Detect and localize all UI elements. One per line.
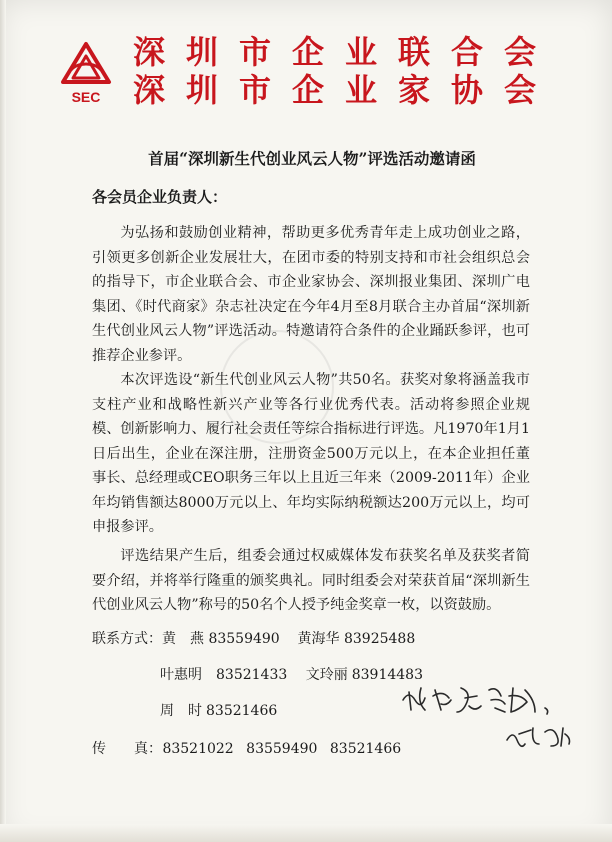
contact-block: [92, 628, 415, 648]
org-name-line-2: 深圳市企业家协会: [133, 71, 558, 109]
handwritten-note: [395, 678, 575, 758]
contact-name: 周 时: [160, 703, 202, 719]
contact-phone: 83914483: [351, 667, 423, 683]
greeting: 各会员企业负责人：: [92, 188, 228, 206]
fax-number: 83559490: [246, 741, 318, 757]
paragraph-criteria: 本次评选设“新生代创业风云人物”共50名。获奖对象将涵盖我市支柱产业和战略性新兴产业等各行业优秀代表。活动将参照企业规模、创新影响力、履行社会责任等综合指标进行评选。凡1970年1月1日后出生，企业在深注册，注册资金500万元以上，在本企业担任董事长、总经理或CEO职务三年以上且近三年来（2009-2011年）企业年均销售额达8000万元以上、年均实际纳税额达200万元以上，均可申报参评。: [92, 372, 530, 535]
contact-phone: 83559490: [208, 631, 280, 647]
contact-name: 黄 燕: [162, 631, 204, 647]
association-logo: [57, 40, 115, 106]
contact-label: 联系方式：: [92, 631, 162, 647]
paragraph-awards: 评选结果产生后，组委会通过权威媒体发布获奖名单及获奖者简要介绍，并将举行隆重的颁奖典礼。同时组委会对荣获首届“深圳新生代创业风云人物”称号的50名个人授予纯金奖章一枚，以资鼓励。: [92, 548, 530, 613]
contact-phone: 83521466: [206, 703, 278, 719]
paragraph-intro: 为弘扬和鼓励创业精神，帮助更多优秀青年走上成功创业之路，引领更多创新企业发展壮大，在团市委的特别支持和市社会组织总会的指导下，市企业联合会、市企业家协会、深圳报业集团、深圳广电集团、《时代商家》杂志社决定在今年4月至8月联合主办首届“深圳新生代创业风云人物”评选活动。特邀请符合条件的企业踊跃参评，也可推荐企业参评。: [92, 225, 530, 364]
contact-name: 黄海华: [297, 631, 340, 647]
scan-edge: [0, 0, 6, 842]
contact-phone: 83521433: [216, 667, 288, 683]
org-name-line-1: 深圳市企业联合会: [133, 33, 558, 71]
logo-text: SEC: [71, 89, 101, 105]
letter-title: 首届“深圳新生代创业风云人物”评选活动邀请函: [148, 149, 476, 168]
contact-row: [160, 700, 291, 720]
fax-label: 传 真：: [92, 741, 162, 757]
contact-phone: 83925488: [343, 631, 416, 647]
contact-name: 文玲丽: [305, 667, 348, 683]
fax-number: 83521022: [162, 741, 234, 757]
contact-name: 叶惠明: [160, 667, 202, 683]
fax-number: 83521466: [329, 741, 402, 757]
fax-row: [92, 738, 409, 758]
scan-edge-bottom: [0, 824, 612, 842]
